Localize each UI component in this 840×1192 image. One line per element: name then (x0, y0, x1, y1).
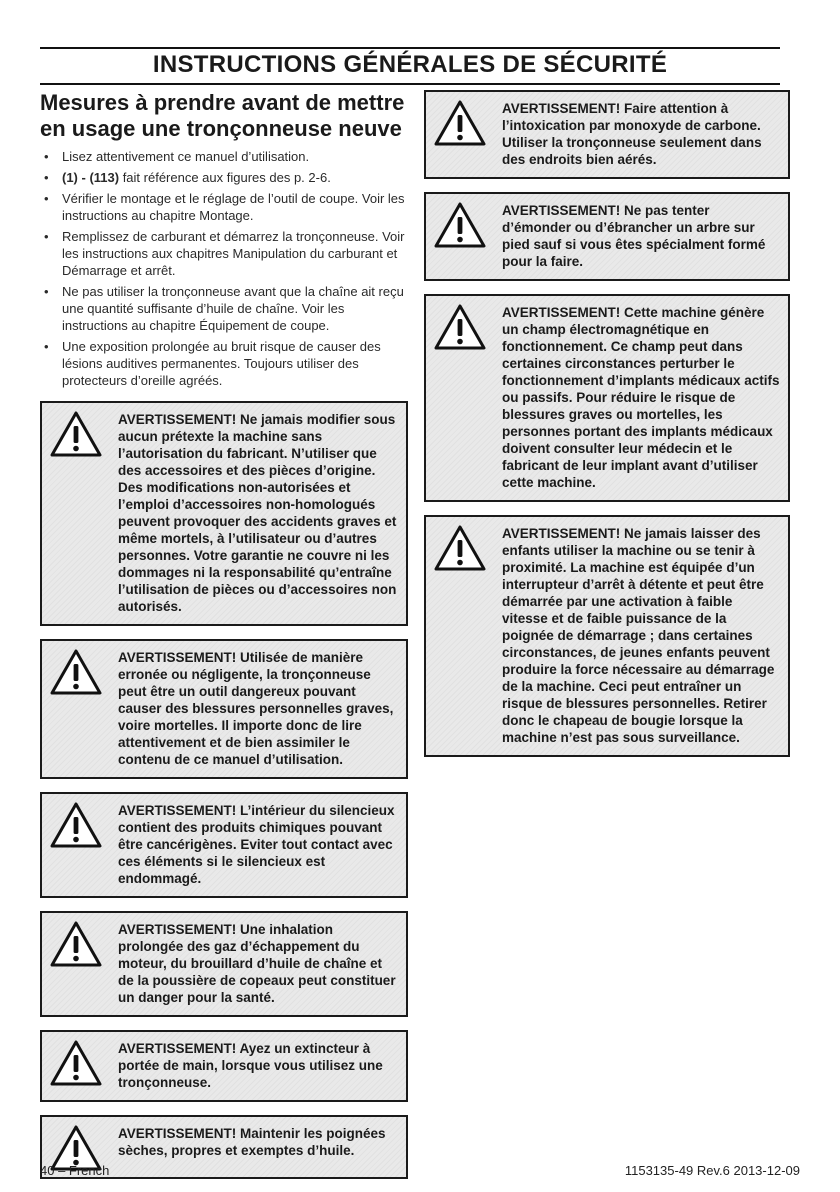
section-heading: Mesures à prendre avant de mettre en usage une tronçonneuse neuve (40, 90, 405, 141)
warning-triangle-icon (49, 1039, 103, 1087)
warning-triangle-icon (49, 648, 103, 696)
list-item: • Lisez attentivement ce manuel d’utilisation. (40, 148, 408, 165)
document-reference: 1153135-49 Rev.6 2013-12-09 (624, 1163, 800, 1178)
warning-triangle-icon (49, 801, 103, 849)
warning-text: AVERTISSEMENT! Maintenir les poignées sèches, propres et exemptes d’huile. (118, 1126, 386, 1158)
warning-triangle-icon (433, 201, 487, 249)
list-item: • Ne pas utiliser la tronçonneuse avant que la chaîne ait reçu une quantité suffisante d’huile de chaîne. Voir les instructions au chapitre Équipement de coupe. (40, 283, 408, 334)
list-item-text: fait référence aux figures des p. 2-6. (119, 170, 331, 185)
warning-box-children (424, 515, 790, 757)
checklist (40, 148, 408, 389)
warning-triangle-icon (433, 524, 487, 572)
warning-text: AVERTISSEMENT! L’intérieur du silencieux contient des produits chimiques pouvant être cancérigènes. Eviter tout contact avec ces éléments si le silencieux est endommagé. (118, 803, 395, 886)
warning-triangle-icon (433, 303, 487, 351)
warning-triangle-icon (49, 410, 103, 458)
right-column (424, 90, 790, 770)
warning-box-extinguisher (40, 1030, 408, 1102)
warning-text: AVERTISSEMENT! Une inhalation prolongée des gaz d’échappement du moteur, du brouillard d’huile de chaîne et de la poussière de copeaux peut constituer un danger pour la santé. (118, 922, 396, 1005)
warning-text: AVERTISSEMENT! Ne jamais modifier sous aucun prétexte la machine sans l’autorisation du fabricant. N’utiliser que des accessoires et des pièces d’origine. Des modifications non-autorisées et l’emploi d’accessoires non-homologués peuvent provoquer des accidents graves et même mortels, à l’utilisateur ou d’autres personnes. Votre garantie ne couvre ni les dommages ni la responsabilité qu’entraîne l’utilisation de pièces ou d’accessoires non autorisés. (118, 412, 397, 614)
warning-triangle-icon (433, 99, 487, 147)
page-number: 40 – French (40, 1163, 110, 1178)
warning-text: AVERTISSEMENT! Ne pas tenter d’émonder ou d’ébrancher un arbre sur pied sauf si vous êtes spécialment formé pour la faire. (502, 203, 766, 269)
list-item (40, 169, 408, 186)
warning-text: AVERTISSEMENT! Utilisée de manière erronée ou négligente, la tronçonneuse peut être un outil dangereux pouvant causer des blessures personnelles graves, voire mortelles. Il importe donc de lire attentivement et de bien assimiler le contenu de ce manuel d’utilisation. (118, 650, 394, 767)
page-title: INSTRUCTIONS GÉNÉRALES DE SÉCURITÉ (152, 51, 668, 78)
figure-reference: (1) - (113) (62, 170, 120, 185)
warning-box-electromagnetic (424, 294, 790, 502)
warning-text: AVERTISSEMENT! Cette machine génère un champ électromagnétique en fonctionnement. Ce champ peut dans certaines circonstances perturber le fonctionnement d’implants médicaux actifs ou passifs. Pour réduire le risque de blessures graves ou mortelles, les personnes portant des implants médicaux doivent consulter leur médecin et le fabricant de leur implant avant d’utiliser cette machine. (502, 305, 780, 490)
warning-box-pruning (424, 192, 790, 281)
warning-triangle-icon (49, 920, 103, 968)
left-column (40, 90, 408, 1192)
list-item: • Vérifier le montage et le réglage de l’outil de coupe. Voir les instructions au chapitre Montage. (40, 190, 408, 224)
warning-box-exhaust (40, 911, 408, 1017)
top-rule (40, 47, 780, 49)
warning-box-muffler (40, 792, 408, 898)
warning-box-carbon-monoxide (424, 90, 790, 179)
list-item: • Une exposition prolongée au bruit risque de causer des lésions auditives permanentes. Toujours utiliser des protecteurs d’oreille agréés. (40, 338, 408, 389)
title-rule (40, 83, 780, 85)
warning-text: AVERTISSEMENT! Ayez un extincteur à portée de main, lorsque vous utilisez une tronçonneuse. (118, 1041, 383, 1090)
warning-text: AVERTISSEMENT! Faire attention à l’intoxication par monoxyde de carbone. Utiliser la tronçonneuse seulement dans des endroits bien aérés. (502, 101, 762, 167)
warning-box-misuse (40, 639, 408, 779)
warning-box-modifications (40, 401, 408, 626)
list-item: • Remplissez de carburant et démarrez la tronçonneuse. Voir les instructions aux chapitres Manipulation du carburant et Démarrage et arrêt. (40, 228, 408, 279)
warning-text: AVERTISSEMENT! Ne jamais laisser des enfants utiliser la machine ou se tenir à proximité. La machine est équipée d’un interrupteur d’arrêt à détente et peut être démarrée par une activation à faible vitesse et de faible puissance de la poignée de démarrage ; dans certaines circonstances, de jeunes enfants peuvent produire la force nécessaire au démarrage de la machine. Ceci peut entraîner un risque de blessures personnelles. Retirer donc le chapeau de bougie lorsque la machine n’est pas sous surveillance. (502, 526, 775, 745)
